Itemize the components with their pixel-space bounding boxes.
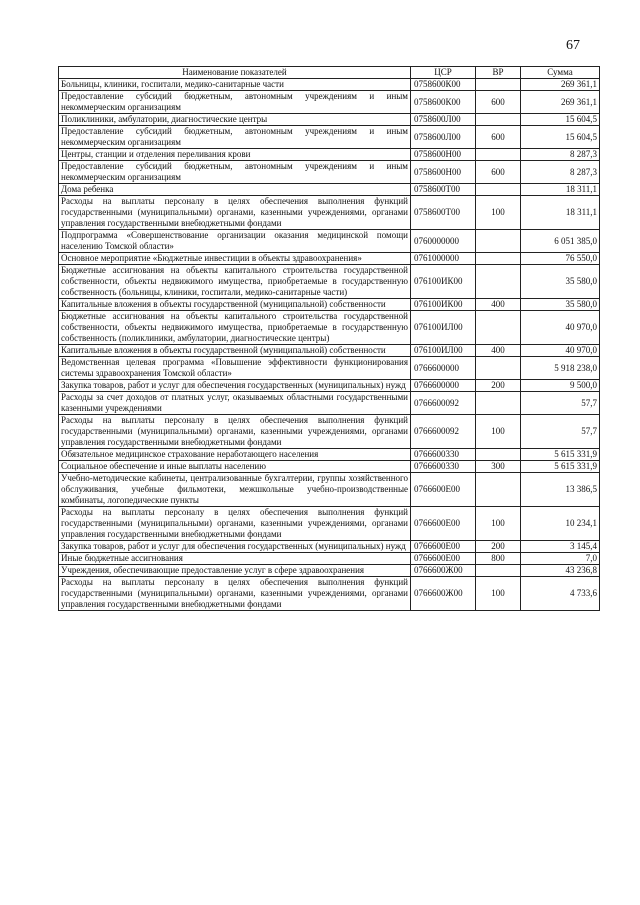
cell-csr: 0766600000 <box>411 357 476 380</box>
cell-sum: 43 236,8 <box>521 565 600 577</box>
cell-csr: 0758600Л00 <box>411 126 476 149</box>
table-row <box>59 299 600 311</box>
cell-name: Обязательное медицинское страхование неработающего населения <box>59 449 411 461</box>
cell-vr <box>476 392 521 415</box>
cell-sum: 8 287,3 <box>521 149 600 161</box>
table-row <box>59 114 600 126</box>
cell-csr: 0758600К00 <box>411 91 476 114</box>
cell-name: Центры, станции и отделения переливания крови <box>59 149 411 161</box>
cell-sum: 5 615 331,9 <box>521 449 600 461</box>
cell-name: Расходы на выплаты персоналу в целях обеспечения выполнения функций государственными (муниципальными) органами, казенными учреждениями, органами управления государственными внебюджетными фондами <box>59 196 411 230</box>
table-row <box>59 311 600 345</box>
cell-name: Расходы на выплаты персоналу в целях обеспечения выполнения функций государственными (муниципальными) органами, казенными учреждениями, органами управления государственными внебюджетными фондами <box>59 507 411 541</box>
table-row <box>59 565 600 577</box>
cell-sum: 4 733,6 <box>521 577 600 611</box>
table-row <box>59 196 600 230</box>
cell-sum: 10 234,1 <box>521 507 600 541</box>
cell-csr: 076100ИК00 <box>411 299 476 311</box>
table-row <box>59 392 600 415</box>
cell-name: Капитальные вложения в объекты государственной (муниципальной) собственности <box>59 299 411 311</box>
table-row <box>59 553 600 565</box>
cell-csr: 0758600К00 <box>411 79 476 91</box>
cell-name: Поликлиники, амбулатории, диагностические центры <box>59 114 411 126</box>
cell-name: Расходы на выплаты персоналу в целях обеспечения выполнения функций государственными (муниципальными) органами, казенными учреждениями, органами управления государственными внебюджетными фондами <box>59 577 411 611</box>
table-row <box>59 541 600 553</box>
cell-vr <box>476 265 521 299</box>
cell-csr: 0766600092 <box>411 392 476 415</box>
cell-vr: 300 <box>476 461 521 473</box>
cell-csr: 0766600Е00 <box>411 553 476 565</box>
page-number: 67 <box>566 38 580 53</box>
cell-vr: 100 <box>476 507 521 541</box>
table-row <box>59 149 600 161</box>
cell-csr: 076100ИЛ00 <box>411 345 476 357</box>
cell-sum: 7,0 <box>521 553 600 565</box>
table-row <box>59 473 600 507</box>
cell-csr: 076100ИК00 <box>411 265 476 299</box>
cell-vr <box>476 230 521 253</box>
cell-vr: 600 <box>476 91 521 114</box>
cell-csr: 0766600Ж00 <box>411 565 476 577</box>
cell-csr: 0758600Н00 <box>411 161 476 184</box>
table-row <box>59 461 600 473</box>
cell-sum: 8 287,3 <box>521 161 600 184</box>
cell-name: Бюджетные ассигнования на объекты капитального строительства государственной собственности, объекты недвижимого имущества, приобретаемые в государственную собственность (поликлиники, амбулатории, диагностические центры) <box>59 311 411 345</box>
cell-vr <box>476 149 521 161</box>
table-row <box>59 577 600 611</box>
table-row <box>59 449 600 461</box>
cell-csr: 0766600092 <box>411 415 476 449</box>
cell-csr: 0766600Ж00 <box>411 577 476 611</box>
cell-name: Ведомственная целевая программа «Повышение эффективности функционирования системы здравоохранения Томской области» <box>59 357 411 380</box>
table-row <box>59 415 600 449</box>
cell-sum: 13 386,5 <box>521 473 600 507</box>
cell-vr <box>476 311 521 345</box>
cell-vr: 400 <box>476 345 521 357</box>
cell-csr: 076100ИЛ00 <box>411 311 476 345</box>
cell-vr <box>476 114 521 126</box>
cell-name: Иные бюджетные ассигнования <box>59 553 411 565</box>
cell-name: Бюджетные ассигнования на объекты капитального строительства государственной собственности, объекты недвижимого имущества, приобретаемые в государственную собственность (больницы, клиники, госпитали, медико-санитарные части) <box>59 265 411 299</box>
budget-table <box>58 66 600 611</box>
cell-vr <box>476 253 521 265</box>
cell-sum: 15 604,5 <box>521 114 600 126</box>
cell-csr: 0758600Л00 <box>411 114 476 126</box>
cell-name: Подпрограмма «Совершенствование организации оказания медицинской помощи населению Томской области» <box>59 230 411 253</box>
header-sum: Сумма <box>521 67 600 79</box>
cell-csr: 0766600330 <box>411 461 476 473</box>
cell-name: Социальное обеспечение и иные выплаты населению <box>59 461 411 473</box>
cell-vr <box>476 565 521 577</box>
cell-name: Расходы за счет доходов от платных услуг, оказываемых областными государственными казенными учреждениями <box>59 392 411 415</box>
cell-sum: 15 604,5 <box>521 126 600 149</box>
cell-name: Основное мероприятие «Бюджетные инвестиции в объекты здравоохранения» <box>59 253 411 265</box>
cell-sum: 40 970,0 <box>521 311 600 345</box>
cell-name: Закупка товаров, работ и услуг для обеспечения государственных (муниципальных) нужд <box>59 380 411 392</box>
cell-csr: 0766600Е00 <box>411 507 476 541</box>
cell-sum: 18 311,1 <box>521 184 600 196</box>
cell-sum: 269 361,1 <box>521 79 600 91</box>
cell-vr <box>476 357 521 380</box>
cell-vr <box>476 184 521 196</box>
table-row <box>59 380 600 392</box>
cell-vr: 800 <box>476 553 521 565</box>
cell-csr: 0758600Н00 <box>411 149 476 161</box>
cell-vr: 600 <box>476 126 521 149</box>
cell-name: Предоставление субсидий бюджетным, автономным учреждениям и иным некоммерческим организациям <box>59 91 411 114</box>
table-row <box>59 345 600 357</box>
cell-sum: 3 145,4 <box>521 541 600 553</box>
header-name: Наименование показателей <box>59 67 411 79</box>
header-vr: ВР <box>476 67 521 79</box>
cell-name: Предоставление субсидий бюджетным, автономным учреждениям и иным некоммерческим организациям <box>59 161 411 184</box>
cell-csr: 0766600330 <box>411 449 476 461</box>
cell-csr: 0760000000 <box>411 230 476 253</box>
cell-vr <box>476 449 521 461</box>
cell-name: Дома ребенка <box>59 184 411 196</box>
cell-sum: 18 311,1 <box>521 196 600 230</box>
header-csr: ЦСР <box>411 67 476 79</box>
table-header-row <box>59 67 600 79</box>
cell-csr: 0766600Е00 <box>411 473 476 507</box>
cell-vr: 600 <box>476 161 521 184</box>
table-row <box>59 161 600 184</box>
cell-name: Учреждения, обеспечивающие предоставление услуг в сфере здравоохранения <box>59 565 411 577</box>
cell-name: Предоставление субсидий бюджетным, автономным учреждениям и иным некоммерческим организациям <box>59 126 411 149</box>
cell-sum: 5 918 238,0 <box>521 357 600 380</box>
cell-vr <box>476 79 521 91</box>
cell-vr: 100 <box>476 577 521 611</box>
cell-name: Учебно-методические кабинеты, централизованные бухгалтерии, группы хозяйственного обслуживания, учебные фильмотеки, межшкольные учебно-производственные комбинаты, логопедические пункты <box>59 473 411 507</box>
cell-sum: 35 580,0 <box>521 299 600 311</box>
cell-csr: 0758600Т00 <box>411 196 476 230</box>
cell-sum: 57,7 <box>521 415 600 449</box>
table-row <box>59 126 600 149</box>
table-row <box>59 265 600 299</box>
table-row <box>59 507 600 541</box>
cell-sum: 35 580,0 <box>521 265 600 299</box>
cell-sum: 5 615 331,9 <box>521 461 600 473</box>
table-row <box>59 357 600 380</box>
cell-sum: 40 970,0 <box>521 345 600 357</box>
cell-sum: 269 361,1 <box>521 91 600 114</box>
cell-vr: 200 <box>476 380 521 392</box>
cell-vr <box>476 473 521 507</box>
table-row <box>59 253 600 265</box>
cell-name: Расходы на выплаты персоналу в целях обеспечения выполнения функций государственными (муниципальными) органами, казенными учреждениями, органами управления государственными внебюджетными фондами <box>59 415 411 449</box>
cell-csr: 0766600000 <box>411 380 476 392</box>
cell-csr: 0761000000 <box>411 253 476 265</box>
cell-vr: 100 <box>476 415 521 449</box>
cell-vr: 100 <box>476 196 521 230</box>
cell-sum: 6 051 385,0 <box>521 230 600 253</box>
cell-name: Закупка товаров, работ и услуг для обеспечения государственных (муниципальных) нужд <box>59 541 411 553</box>
cell-vr: 400 <box>476 299 521 311</box>
table-row <box>59 91 600 114</box>
cell-vr: 200 <box>476 541 521 553</box>
cell-csr: 0758600Т00 <box>411 184 476 196</box>
cell-sum: 57,7 <box>521 392 600 415</box>
table-body <box>59 79 600 611</box>
cell-name: Капитальные вложения в объекты государственной (муниципальной) собственности <box>59 345 411 357</box>
cell-csr: 0766600Е00 <box>411 541 476 553</box>
cell-name: Больницы, клиники, госпитали, медико-санитарные части <box>59 79 411 91</box>
table-row <box>59 79 600 91</box>
table-row <box>59 184 600 196</box>
cell-sum: 9 500,0 <box>521 380 600 392</box>
table-row <box>59 230 600 253</box>
cell-sum: 76 550,0 <box>521 253 600 265</box>
